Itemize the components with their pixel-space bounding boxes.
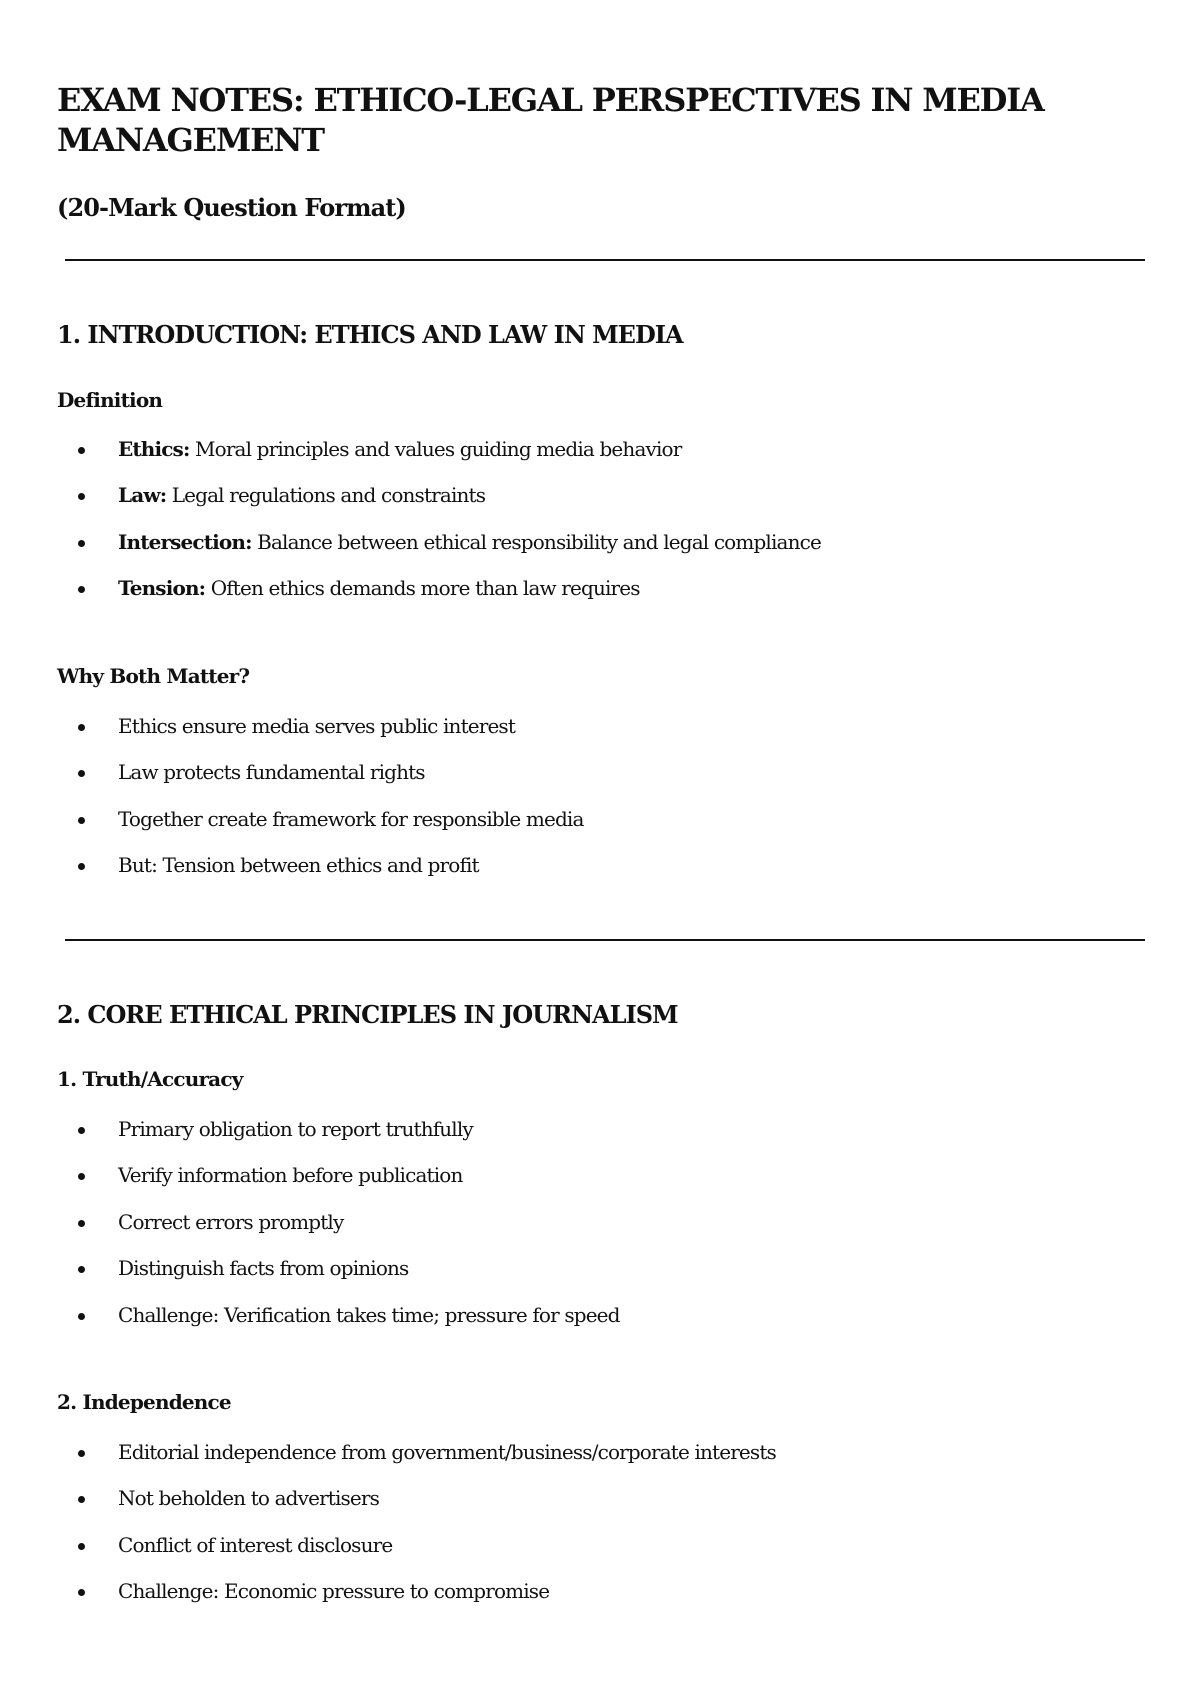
list-item xyxy=(57,759,584,805)
independence-heading: 2. Independence xyxy=(57,1390,231,1414)
bullet-icon xyxy=(78,1127,85,1134)
list-item xyxy=(57,1578,776,1624)
why-both-matter-heading: Why Both Matter? xyxy=(57,664,250,688)
list-item xyxy=(57,1209,620,1255)
bullet-icon xyxy=(78,1543,85,1550)
bullet-icon xyxy=(78,1266,85,1273)
bullet-icon xyxy=(78,817,85,824)
section-1-heading: 1. INTRODUCTION: ETHICS AND LAW IN MEDIA xyxy=(57,320,683,349)
term-label: Intersection: xyxy=(118,529,252,554)
list-item-text: Conflict of interest disclosure xyxy=(118,1532,393,1557)
definition-heading: Definition xyxy=(57,388,163,412)
list-item xyxy=(57,1116,620,1162)
bullet-icon xyxy=(78,724,85,731)
section-divider xyxy=(65,939,1145,941)
term-label: Law: xyxy=(118,483,167,508)
list-item-text: Primary obligation to report truthfully xyxy=(118,1117,473,1141)
list-item xyxy=(57,1485,776,1531)
list-item xyxy=(57,575,821,621)
list-item-text: Law protects fundamental rights xyxy=(118,760,425,785)
list-item xyxy=(57,1255,620,1301)
list-item-text: Correct errors promptly xyxy=(118,1209,344,1234)
term-description: Often ethics demands more than law requires xyxy=(205,576,640,601)
section-2-heading: 2. CORE ETHICAL PRINCIPLES IN JOURNALISM xyxy=(57,1000,678,1029)
term-description: Moral principles and values guiding media behavior xyxy=(189,437,682,461)
document-title: EXAM NOTES: ETHICO-LEGAL PERSPECTIVES IN MEDIA MANAGEMENT xyxy=(57,81,1044,159)
definition-list xyxy=(57,436,821,622)
truth-accuracy-heading: 1. Truth/Accuracy xyxy=(57,1067,243,1091)
why-both-matter-list xyxy=(57,713,584,899)
independence-list xyxy=(57,1439,776,1625)
list-item-text: Challenge: Verification takes time; pressure for speed xyxy=(118,1302,620,1327)
bullet-icon xyxy=(78,586,85,593)
section-divider xyxy=(65,259,1145,261)
term-label: Tension: xyxy=(118,576,206,601)
list-item-text: Editorial independence from government/business/corporate interests xyxy=(118,1440,776,1464)
bullet-icon xyxy=(78,863,85,870)
bullet-icon xyxy=(78,447,85,454)
document-subtitle: (20-Mark Question Format) xyxy=(57,193,406,222)
list-item xyxy=(57,806,584,852)
list-item xyxy=(57,713,584,759)
list-item-text: Together create framework for responsible media xyxy=(118,806,584,831)
bullet-icon xyxy=(78,770,85,777)
list-item-text: Ethics ensure media serves public interest xyxy=(118,714,516,738)
list-item-text: But: Tension between ethics and profit xyxy=(118,853,479,878)
list-item xyxy=(57,529,821,575)
bullet-icon xyxy=(78,1313,85,1320)
truth-accuracy-list xyxy=(57,1116,620,1348)
list-item xyxy=(57,1162,620,1208)
list-item xyxy=(57,436,821,482)
bullet-icon xyxy=(78,1450,85,1457)
bullet-icon xyxy=(78,1589,85,1596)
bullet-icon xyxy=(78,540,85,547)
list-item-text: Not beholden to advertisers xyxy=(118,1486,380,1511)
list-item xyxy=(57,852,584,898)
list-item xyxy=(57,482,821,528)
list-item-text: Distinguish facts from opinions xyxy=(118,1256,409,1281)
term-label: Ethics: xyxy=(118,437,190,461)
list-item xyxy=(57,1439,776,1485)
list-item xyxy=(57,1532,776,1578)
list-item xyxy=(57,1302,620,1348)
bullet-icon xyxy=(78,1220,85,1227)
list-item-text: Verify information before publication xyxy=(118,1163,463,1188)
bullet-icon xyxy=(78,493,85,500)
term-description: Balance between ethical responsibility and legal compliance xyxy=(251,529,821,554)
bullet-icon xyxy=(78,1173,85,1180)
list-item-text: Challenge: Economic pressure to compromise xyxy=(118,1579,550,1604)
term-description: Legal regulations and constraints xyxy=(166,483,486,508)
bullet-icon xyxy=(78,1496,85,1503)
